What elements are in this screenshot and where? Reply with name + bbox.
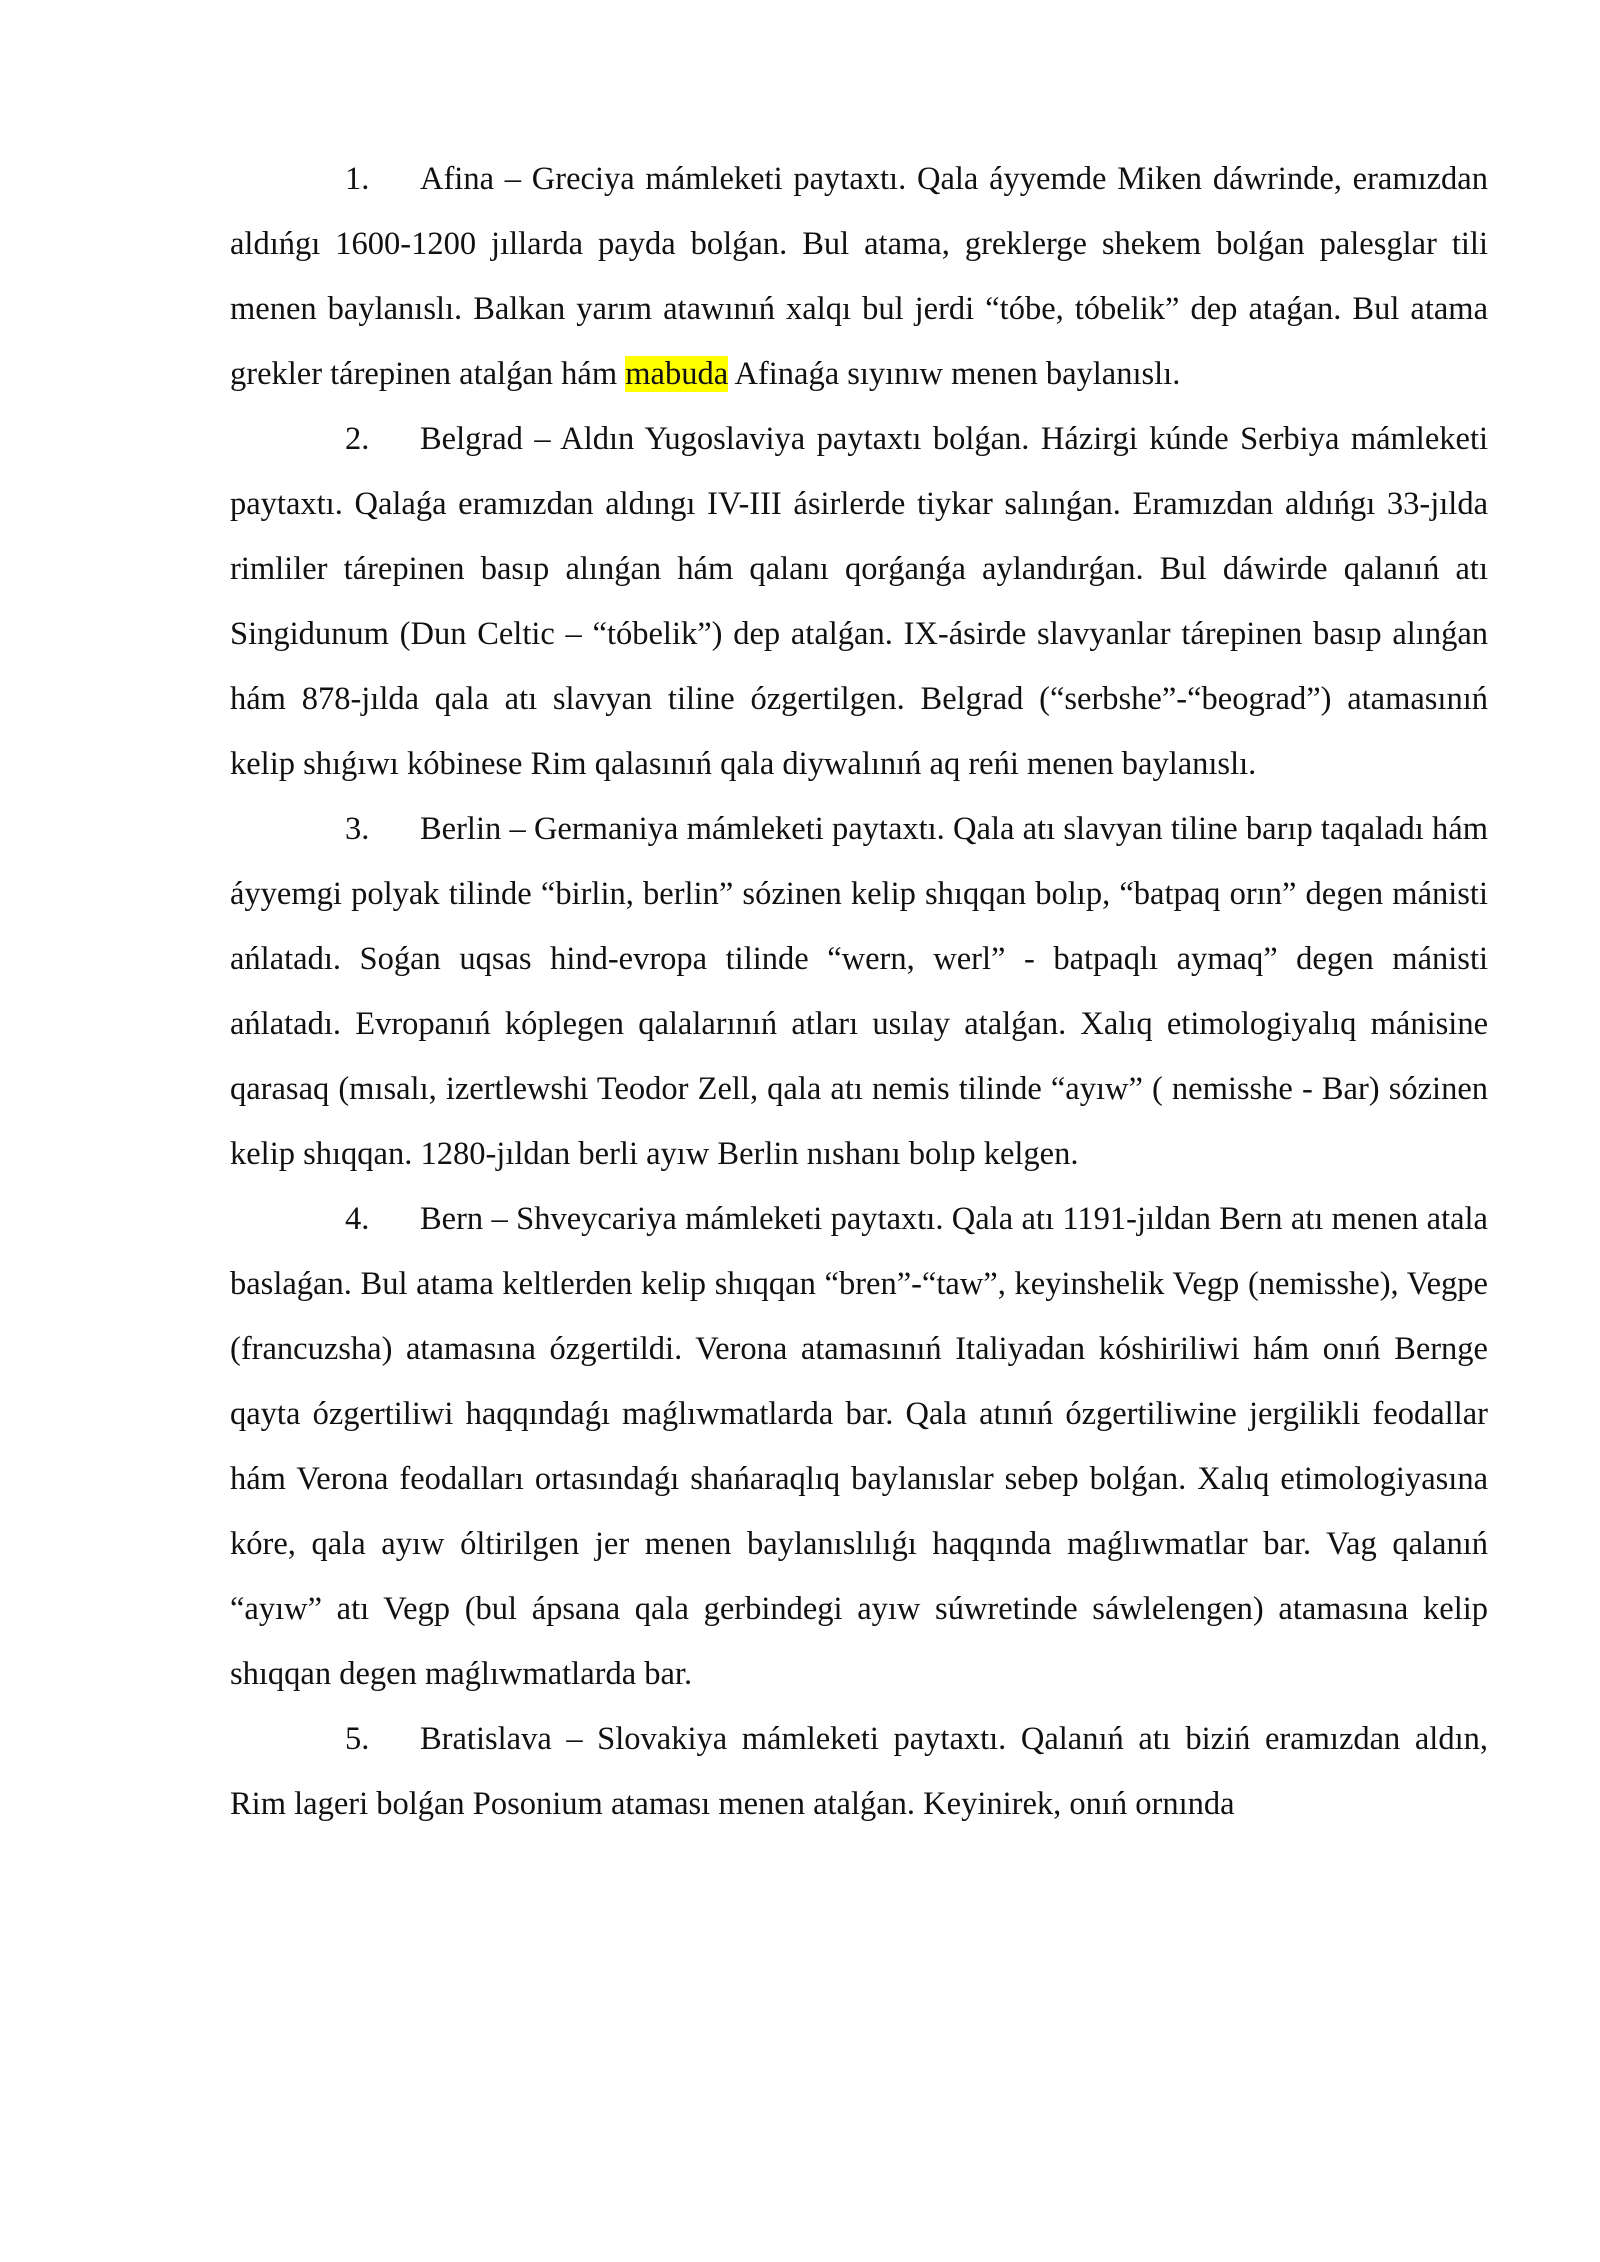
paragraph-number: 3. (345, 811, 370, 847)
paragraph-1 (230, 147, 1488, 407)
paragraph-text: Belgrad – Aldın Yugoslaviya paytaxtı bolǵan. Házirgi kúnde Serbiya mámleketi paytaxtı. Qalaǵa eramızdan aldıngı IV-III ásirlerde tiykar salınǵan. Eramızdan aldıńgı 33-jılda rimliler tárepinen basıp alınǵan hám qalanı qorǵanǵa aylandırǵan. Bul dáwirde qalanıń atı Singidunum (Dun Celtic – “tóbelik”) dep atalǵan. IX-ásirde slavyanlar tárepinen basıp alınǵan hám 878-jılda qala atı slavyan tiline ózgertilgen. Belgrad (“serbshe”-“beograd”) atamasınıń kelip shıǵıwı kóbinese Rim qalasınıń qala diywalınıń aq reńi menen baylanıslı. (230, 421, 1488, 782)
paragraph-text: Afinaǵa sıyınıw menen baylanıslı. (728, 356, 1181, 392)
paragraph-text: Afina – Greciya mámleketi paytaxtı. Qala áyyemde Miken dáwrinde, eramızdan aldıńgı 1600-1200 jıllarda payda bolǵan. Bul atama, greklerge shekem bolǵan palesglar tili menen baylanıslı. Balkan yarım atawınıń xalqı bul jerdi “tóbe, tóbelik” dep ataǵan. Bul atama grekler tárepinen atalǵan hám (230, 161, 1488, 392)
paragraph-4 (230, 1187, 1488, 1707)
highlighted-word: mabuda (625, 356, 729, 392)
paragraph-3 (230, 797, 1488, 1187)
paragraph-text: Bratislava – Slovakiya mámleketi paytaxtı. Qalanıń atı biziń eramızdan aldın, Rim lageri bolǵan Posonium ataması menen atalǵan. Keyinirek, onıń ornında (230, 1721, 1488, 1822)
paragraph-number: 4. (345, 1201, 370, 1237)
paragraph-text: Bern – Shveycariya mámleketi paytaxtı. Qala atı 1191-jıldan Bern atı menen atala baslaǵan. Bul atama keltlerden kelip shıqqan “bren”-“taw”, keyinshelik Vegp (nemisshe), Vegpe (francuzsha) atamasına ózgertildi. Verona atamasınıń Italiyadan kóshiriliwi hám onıń Bernge qayta ózgertiliwi haqqındaǵı maǵlıwmatlarda bar. Qala atınıń ózgertiliwine jergilikli feodallar hám Verona feodalları ortasındaǵı shańaraqlıq baylanıslar sebep bolǵan. Xalıq etimologiyasına kóre, qala ayıw óltirilgen jer menen baylanıslılıǵı haqqında maǵlıwmatlar bar. Vag qalanıń “ayıw” atı Vegp (bul ápsana qala gerbindegi ayıw súwretinde sáwlelengen) atamasına kelip shıqqan degen maǵlıwmatlarda bar. (230, 1201, 1488, 1692)
paragraph-2 (230, 407, 1488, 797)
paragraph-5 (230, 1707, 1488, 1837)
paragraph-number: 1. (345, 161, 370, 197)
paragraph-number: 2. (345, 421, 370, 457)
paragraph-number: 5. (345, 1721, 370, 1757)
paragraph-text: Berlin – Germaniya mámleketi paytaxtı. Qala atı slavyan tiline barıp taqaladı hám áyyemgi polyak tilinde “birlin, berlin” sózinen kelip shıqqan bolıp, “batpaq orın” degen mánisti ańlatadı. Soǵan uqsas hind-evropa tilinde “wern, werl” - batpaqlı aymaq” degen mánisti ańlatadı. Evropanıń kóplegen qalalarınıń atları usılay atalǵan. Xalıq etimologiyalıq mánisine qarasaq (mısalı, izertlewshi Teodor Zell, qala atı nemis tilinde “ayıw” ( nemisshe - Bar) sózinen kelip shıqqan. 1280-jıldan berli ayıw Berlin nıshanı bolıp kelgen. (230, 811, 1488, 1172)
